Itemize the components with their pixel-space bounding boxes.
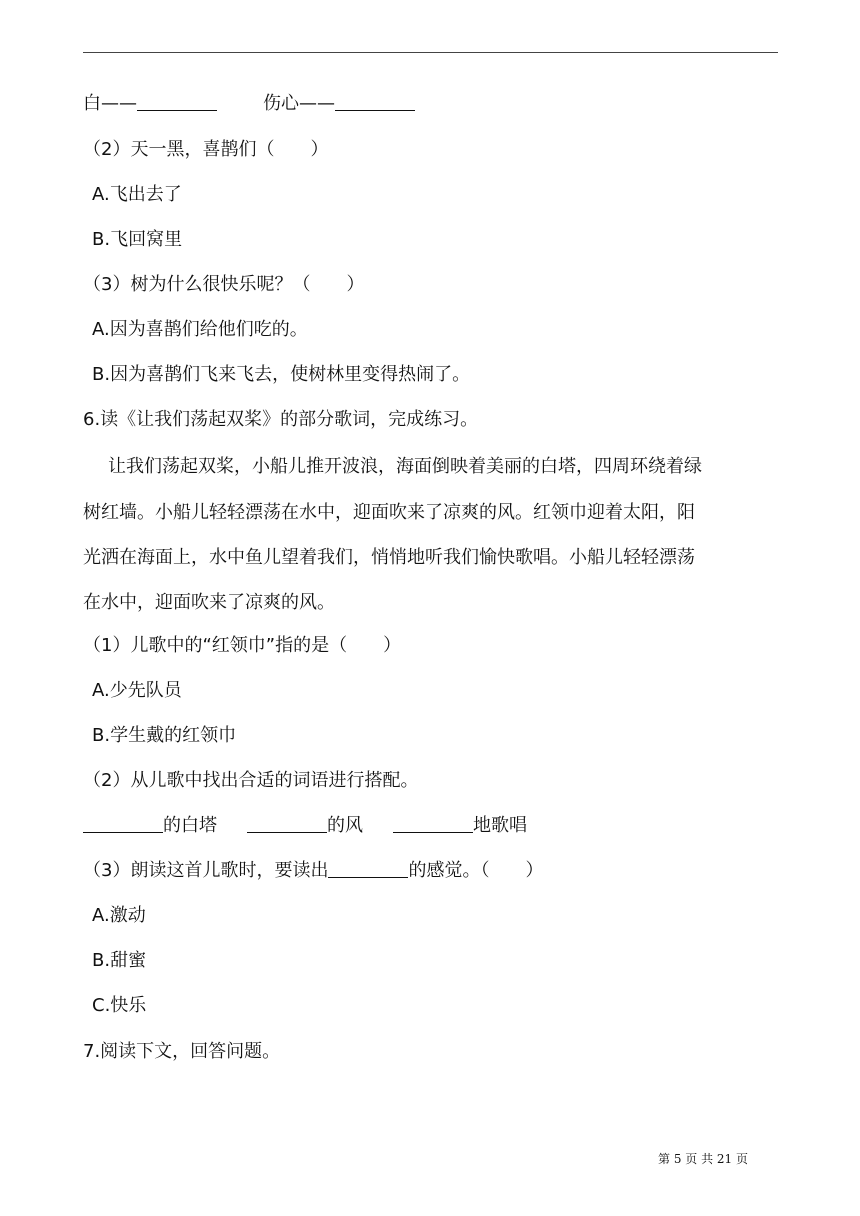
question-stem-line xyxy=(83,860,543,882)
option-c[interactable]: C.快乐 xyxy=(92,995,147,1016)
match-phrase: 的风 xyxy=(327,815,363,836)
passage-line: 树红墙。小船儿轻轻漂荡在水中，迎面吹来了凉爽的风。红领巾迎着太阳，阳 xyxy=(83,502,695,523)
option-a[interactable]: A.少先队员 xyxy=(92,680,182,701)
passage-line: 光洒在海面上，水中鱼儿望着我们，悄悄地听我们愉快歌唱。小船儿轻轻漂荡 xyxy=(83,547,695,568)
option-a[interactable]: A.飞出去了 xyxy=(92,184,182,205)
header-rule xyxy=(83,52,778,53)
option-a[interactable]: A.因为喜鹊们给他们吃的。 xyxy=(92,319,308,340)
answer-blank[interactable] xyxy=(83,816,163,833)
option-b[interactable]: B.因为喜鹊们飞来飞去，使树林里变得热闹了。 xyxy=(92,364,471,385)
option-b[interactable]: B.飞回窝里 xyxy=(92,229,183,250)
blank-label-bai: 白—— xyxy=(83,93,137,114)
question-stem: （1）儿歌中的“红领巾”指的是（ ） xyxy=(83,635,402,656)
blank-label-shangxin: 伤心—— xyxy=(263,93,335,114)
question-stem: （3）树为什么很快乐呢？（ ） xyxy=(83,274,365,295)
option-b[interactable]: B.学生戴的红领巾 xyxy=(92,725,237,746)
question-stem: （2）天一黑，喜鹊们（ ） xyxy=(83,139,329,160)
question-stem-tail: 的感觉。（ ） xyxy=(408,860,544,881)
option-a[interactable]: A.激动 xyxy=(92,905,146,926)
answer-blank[interactable] xyxy=(393,816,473,833)
page-footer: 第 5 页 共 21 页 xyxy=(658,1152,748,1166)
top-blank-line xyxy=(83,93,415,115)
answer-blank[interactable] xyxy=(137,94,217,111)
match-phrase: 地歌唱 xyxy=(473,815,527,836)
match-phrase: 的白塔 xyxy=(163,815,217,836)
answer-blank[interactable] xyxy=(328,861,408,878)
question-title: 6.读《让我们荡起双桨》的部分歌词，完成练习。 xyxy=(83,409,479,430)
answer-blank[interactable] xyxy=(335,94,415,111)
question-stem: （3）朗读这首儿歌时，要读出 xyxy=(83,860,329,881)
option-b[interactable]: B.甜蜜 xyxy=(92,950,147,971)
passage-line: 在水中，迎面吹来了凉爽的风。 xyxy=(83,592,335,613)
passage-line: 让我们荡起双桨，小船儿推开波浪，海面倒映着美丽的白塔，四周环绕着绿 xyxy=(108,456,702,477)
answer-blank[interactable] xyxy=(247,816,327,833)
question-stem: （2）从儿歌中找出合适的词语进行搭配。 xyxy=(83,770,419,791)
question-title: 7.阅读下文，回答问题。 xyxy=(83,1041,281,1062)
matching-blanks-line xyxy=(83,815,527,837)
